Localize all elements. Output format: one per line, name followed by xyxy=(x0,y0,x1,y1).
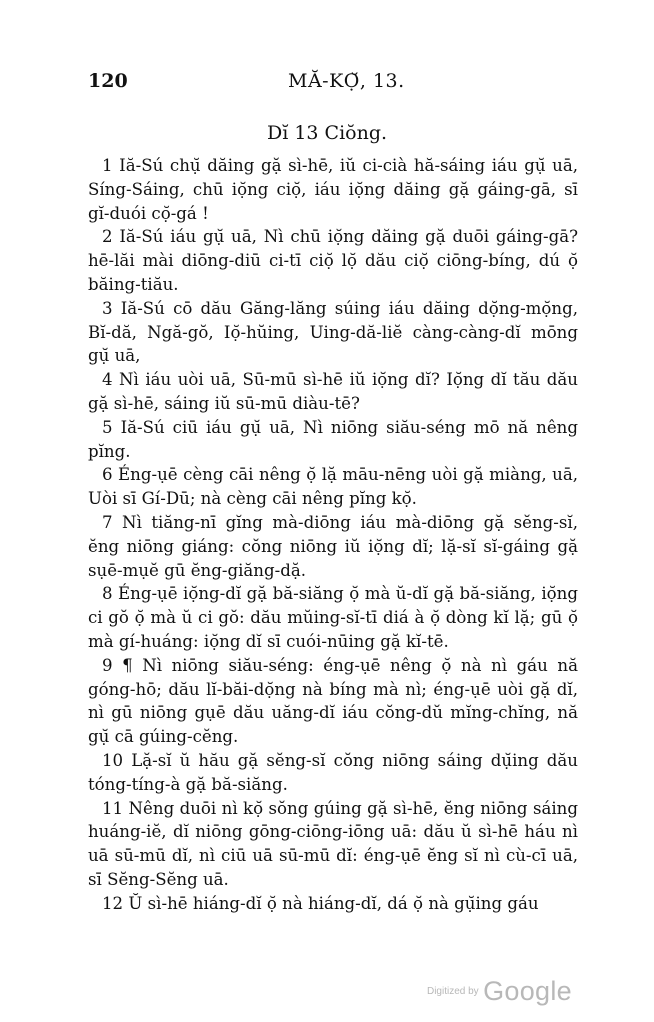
page-header xyxy=(88,70,588,96)
verse-12: 12 Ŭ sì-hē hiáng-dĭ ọ̆ nà hiáng-dĭ, dá ọ̆ nà gụ̆ing gáu xyxy=(102,893,539,913)
verse-6: 6 Éng-ụē cèng cāi nêng ọ̆ lặ māu-nēng uòi gặ miàng, uā, Uòi sī Gí-Dū; nà cèng cāi nêng pĭng kọ̆. xyxy=(88,465,578,509)
chapter-body xyxy=(88,154,578,916)
verse-10: 10 Lặ-sĭ ŭ hău gặ sĕng-sĭ cŏng niōng sáing dụ̆ing dău tóng-tíng-à gặ bă-siăng. xyxy=(88,750,578,794)
verse-9: 9 ¶ Nì niōng siău-séng: éng-ụē nêng ọ̆ nà nì gáu nă góng-hō; dău lĭ-băi-dọ̆ng nà bíng mà nì; éng-ụē uòi gặ dĭ, nì gū niōng gụē dău uăng-dĭ iáu cŏng-dŭ mĭng-chĭng, nă gụ̆ cā gúing-cĕng. xyxy=(88,655,578,747)
verse-8: 8 Éng-ụē iọ̆ng-dĭ gặ bă-siăng ọ̆ mà ŭ-dĭ gặ bă-siăng, iọ̆ng ci gŏ ọ̆ mà ŭ ci gŏ: dău mŭing-sĭ-tī diá à ọ̆ dòng kĭ lặ; gū ọ̆ mà gí-huáng: iọ̆ng dĭ sī cuói-nūing gặ kĭ-tē. xyxy=(88,584,578,651)
verse-3: 3 Iă-Sú cō dău Găng-lăng súing iáu dăing dọ̆ng-mọ̆ng, Bĭ-dă, Ngă-gŏ, Iọ̆-hŭing, Uing-dă-liĕ càng-càng-dĭ mōng gụ̆ uā, xyxy=(88,298,578,366)
digitized-watermark xyxy=(427,976,572,1007)
google-logo: Google xyxy=(483,976,572,1006)
verse-11: 11 Nêng duōi nì kọ̆ sŏng gúing gặ sì-hē, ĕng niōng sáing huáng-iĕ, dĭ niōng gōng-ciōng-iōng uā: dău ŭ sì-hē háu nì uā sū-mū dĭ, nì ciū uā sū-mū dĭ: éng-ụē ĕng sĭ nì cù-cī uā, sī Sĕng-Sĕng uā. xyxy=(88,798,578,889)
verse-7: 7 Nì tiăng-nī gĭng mà-diōng iáu mà-diōng gặ sĕng-sĭ, ĕng niōng giáng: cŏng niōng iŭ iọ̆ng dĭ; lặ-sĭ sĭ-gáing gặ sụē-mụĕ gū ĕng-giăng-dặ. xyxy=(88,512,578,580)
verse-5: 5 Iă-Sú ciū iáu gụ̆ uā, Nì niōng siău-séng mō nă nêng pĭng. xyxy=(88,417,578,461)
page-number: 120 xyxy=(88,70,128,92)
verse-2: 2 Iă-Sú iáu gụ̆ uā, Nì chū iọ̆ng dăing gặ duōi gáing-gā? hē-lăi mài diōng-diū ci-tī ciọ̆ lọ̆ dău ciọ̆ ciōng-bíng, dú ọ̆ băing-tiău. xyxy=(88,227,578,294)
running-head: MĂ-KỌ̆, 13. xyxy=(288,70,405,92)
verse-4: 4 Nì iáu uòi uā, Sū-mū sì-hē iŭ iọ̆ng dĭ? Iọ̆ng dĭ tău dău gặ sì-hē, sáing iŭ sū-mū diàu-tē? xyxy=(88,370,578,413)
digitized-label: Digitized by xyxy=(426,986,479,997)
verse-1: 1 Iă-Sú chụ̆ dăing gặ sì-hē, iŭ ci-cià hă-sáing iáu gụ̆ uā, Síng-Sáing, chū iọ̆ng ciọ̆, iáu iọ̆ng dăing gặ gáing-gā, sī gĭ-duói cọ̆-gá ! xyxy=(88,156,578,223)
chapter-title: Dĭ 13 Ciŏng. xyxy=(266,122,388,144)
